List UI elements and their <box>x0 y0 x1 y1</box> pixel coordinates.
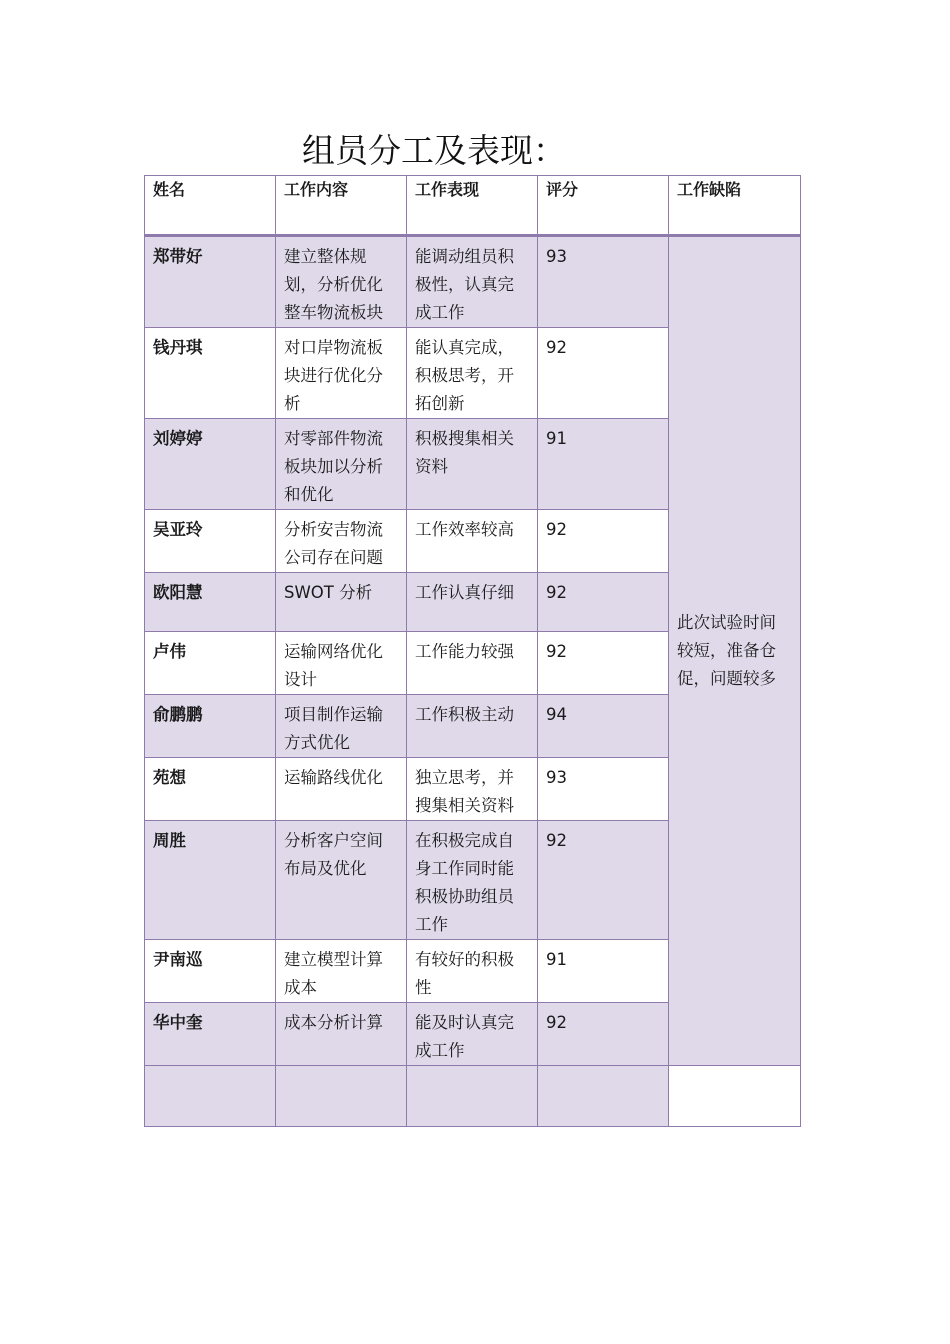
work-content: 分析客户空间布局及优化 <box>276 821 407 940</box>
score: 92 <box>538 328 669 419</box>
header-content: 工作内容 <box>276 176 407 236</box>
score: 91 <box>538 940 669 1003</box>
work-performance: 能调动组员积极性，认真完成工作 <box>407 236 538 328</box>
work-content: 项目制作运输方式优化 <box>276 695 407 758</box>
work-performance: 独立思考，并搜集相关资料 <box>407 758 538 821</box>
work-content: 分析安吉物流公司存在问题 <box>276 510 407 573</box>
header-name: 姓名 <box>145 176 276 236</box>
member-name: 周胜 <box>145 821 276 940</box>
page-title: 组员分工及表现： <box>302 131 566 170</box>
score: 94 <box>538 695 669 758</box>
table-header-row <box>145 176 801 236</box>
work-performance: 工作效率较高 <box>407 510 538 573</box>
work-performance: 能认真完成，积极思考，开拓创新 <box>407 328 538 419</box>
work-performance: 能及时认真完成工作 <box>407 1003 538 1066</box>
work-performance: 积极搜集相关资料 <box>407 419 538 510</box>
score: 92 <box>538 510 669 573</box>
member-name: 刘婷婷 <box>145 419 276 510</box>
table-row <box>145 236 801 328</box>
header-performance: 工作表现 <box>407 176 538 236</box>
work-content: SWOT 分析 <box>276 573 407 632</box>
score: 93 <box>538 236 669 328</box>
work-content: 运输网络优化设计 <box>276 632 407 695</box>
member-name: 俞鹏鹏 <box>145 695 276 758</box>
empty-row <box>145 1066 801 1127</box>
member-name: 郑带好 <box>145 236 276 328</box>
work-performance: 工作认真仔细 <box>407 573 538 632</box>
work-content: 对口岸物流板块进行优化分析 <box>276 328 407 419</box>
score: 93 <box>538 758 669 821</box>
header-defect: 工作缺陷 <box>669 176 801 236</box>
member-performance-table <box>144 175 801 1127</box>
empty-cell <box>145 1066 276 1127</box>
score: 91 <box>538 419 669 510</box>
member-name: 欧阳慧 <box>145 573 276 632</box>
empty-cell <box>407 1066 538 1127</box>
work-defect: 此次试验时间较短，准备仓促，问题较多 <box>669 236 801 1066</box>
work-performance: 在积极完成自身工作同时能积极协助组员工作 <box>407 821 538 940</box>
member-name: 尹南巡 <box>145 940 276 1003</box>
member-name: 吴亚玲 <box>145 510 276 573</box>
score: 92 <box>538 821 669 940</box>
score: 92 <box>538 632 669 695</box>
work-performance: 有较好的积极性 <box>407 940 538 1003</box>
member-name: 苑想 <box>145 758 276 821</box>
work-content: 建立整体规划，分析优化整车物流板块 <box>276 236 407 328</box>
member-name: 钱丹琪 <box>145 328 276 419</box>
empty-cell <box>669 1066 801 1127</box>
empty-cell <box>538 1066 669 1127</box>
work-content: 运输路线优化 <box>276 758 407 821</box>
member-name: 卢伟 <box>145 632 276 695</box>
work-content: 成本分析计算 <box>276 1003 407 1066</box>
member-name: 华中奎 <box>145 1003 276 1066</box>
header-score: 评分 <box>538 176 669 236</box>
work-performance: 工作积极主动 <box>407 695 538 758</box>
score: 92 <box>538 573 669 632</box>
work-content: 对零部件物流板块加以分析和优化 <box>276 419 407 510</box>
score: 92 <box>538 1003 669 1066</box>
work-content: 建立模型计算成本 <box>276 940 407 1003</box>
work-performance: 工作能力较强 <box>407 632 538 695</box>
empty-cell <box>276 1066 407 1127</box>
